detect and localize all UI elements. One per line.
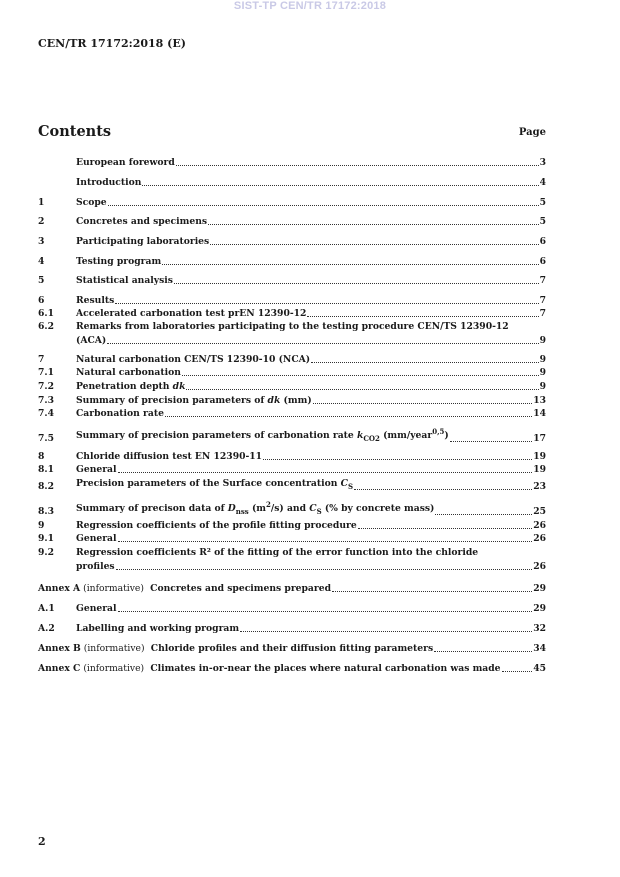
dot-leader (186, 389, 538, 390)
toc-entry-number: 9.1 (38, 533, 54, 544)
toc-entry[interactable] (38, 294, 546, 307)
toc-entry[interactable] (38, 642, 546, 655)
toc-entry-title (76, 196, 107, 209)
toc-entry-title-part: (mm) (280, 395, 312, 406)
toc-entry-title (38, 662, 501, 675)
toc-entry-page: 17 (533, 432, 546, 444)
dot-leader (502, 671, 533, 672)
dot-leader (354, 489, 532, 490)
toc-entry-number: 5 (38, 275, 45, 286)
toc-entry-page: 3 (539, 157, 546, 168)
toc-entry-number: 2 (38, 216, 45, 227)
page-column-label: Page (518, 127, 546, 138)
toc-entry-number: 8.2 (38, 480, 54, 492)
dot-leader (142, 185, 538, 186)
toc-entry[interactable] (38, 463, 546, 476)
toc-entry-number: 9 (38, 520, 45, 531)
annex-label: Annex B (38, 643, 81, 654)
annex-informative-label: (informative) (83, 583, 144, 594)
toc-entry-title-part: /s) and (270, 503, 310, 515)
toc-entry-title (76, 334, 106, 347)
toc-entry-title-part: S (347, 481, 354, 491)
toc-entry-title-part: Participating laboratories (76, 236, 210, 247)
toc-entry-title (76, 380, 185, 393)
dot-leader (174, 283, 539, 284)
toc-entry-title (76, 235, 209, 248)
toc-entry-page: 19 (533, 464, 546, 475)
toc-entry[interactable] (38, 407, 546, 420)
toc-entry[interactable] (38, 532, 546, 545)
toc-entry-title-part: k (356, 430, 364, 442)
annex-label: Annex A (38, 583, 81, 594)
dot-leader (176, 165, 539, 166)
dot-leader (240, 631, 532, 632)
toc-entry-page: 45 (533, 663, 546, 674)
toc-entry-title-part: Statistical analysis (76, 275, 173, 286)
dot-leader (435, 514, 532, 515)
toc-entry-title-part: CO2 (363, 433, 380, 443)
dot-leader (108, 205, 539, 206)
toc-entry-title-part: ) (444, 430, 449, 442)
contents-heading: Contents (38, 123, 112, 140)
toc-entry-page: 5 (539, 197, 546, 208)
toc-entry-page: 5 (539, 216, 546, 227)
toc-entry[interactable] (38, 353, 546, 366)
toc-entry-page: 34 (533, 643, 546, 654)
toc-entry-title-part: Concretes and specimens (76, 216, 208, 227)
toc-entry-title-part: General (76, 533, 117, 544)
page-number: 2 (38, 835, 46, 848)
toc-entry-title-part: Summary of precision parameters of carbonation rate (76, 430, 357, 442)
toc-entry-number: 7.2 (38, 381, 54, 392)
toc-entry[interactable] (38, 662, 546, 675)
toc-entry-page: 9 (539, 381, 546, 392)
toc-entry[interactable] (38, 176, 546, 189)
toc-entry-title-line: Regression coefficients R² of the fitting of the error function into the chloride (76, 547, 479, 558)
toc-entry-title-part: C (340, 478, 348, 489)
toc-entry-title-part: Summary of precision parameters of (76, 395, 268, 406)
toc-entry[interactable] (38, 274, 546, 287)
toc-entry-title (76, 307, 306, 320)
toc-entry-page: 26 (533, 520, 546, 531)
dot-leader (434, 651, 532, 652)
toc-entry-title-part: Chloride profiles and their diffusion fitting parameters (150, 643, 434, 654)
toc-entry-title-part: Penetration depth (76, 381, 173, 392)
toc-entry-title-part: S (316, 506, 322, 516)
annex-informative-label: (informative) (83, 643, 145, 654)
toc-entry-title-part: (ACA) (76, 335, 107, 346)
toc-entry-page: 26 (533, 533, 546, 544)
toc-entry-title-part: Climates in-or-near the places where natural carbonation was made (150, 663, 501, 674)
toc-entry-title-part: Precision parameters of the Surface concentration (76, 478, 341, 489)
toc-entry[interactable] (38, 425, 546, 445)
dot-leader (115, 303, 538, 304)
dot-leader (118, 611, 533, 612)
toc-entry-title-part: dk (172, 381, 186, 392)
toc-entry-number: 6.2 (38, 321, 54, 332)
toc-entry[interactable] (38, 602, 546, 615)
toc-entry-number: 7.3 (38, 395, 54, 406)
toc-entry-number: 7 (38, 354, 45, 365)
toc-entry-title (76, 622, 239, 635)
toc-entry-title (76, 519, 357, 532)
toc-entry-number: 4 (38, 256, 45, 267)
dot-leader (118, 541, 533, 542)
toc-entry-number: 3 (38, 236, 45, 247)
dot-leader (311, 362, 538, 363)
toc-entry-page: 7 (539, 308, 546, 319)
toc-entry-page: 29 (533, 583, 546, 594)
toc-entry-title (38, 642, 433, 655)
toc-entry-number: A.1 (38, 603, 55, 614)
toc-entry-page: 6 (539, 256, 546, 267)
toc-entry-title-part: Concretes and specimens prepared (150, 583, 331, 594)
toc-entry-title-part: Labelling and working program (76, 623, 240, 634)
dot-leader (313, 403, 533, 404)
toc-entry-title-part: European foreword (76, 157, 175, 168)
toc-entry-title-part: D (227, 503, 236, 515)
toc-entry-title-part: Carbonation rate (76, 408, 164, 419)
toc-entry-number: 8.3 (38, 505, 54, 517)
dot-leader (208, 224, 539, 225)
toc-entry[interactable] (38, 215, 546, 228)
toc-entry[interactable] (38, 622, 546, 635)
toc-entry-number: A.2 (38, 623, 55, 634)
toc-entry-title-part: Summary of precison data of (76, 503, 228, 515)
toc-entry-number: 6 (38, 295, 45, 306)
toc-entry-title (76, 255, 161, 268)
toc-entry-number: 9.2 (38, 547, 54, 558)
dot-leader (263, 459, 532, 460)
toc-entry-page: 25 (533, 505, 546, 517)
toc-entry-page: 32 (533, 623, 546, 634)
document-id: CEN/TR 17172:2018 (E) (38, 37, 186, 50)
toc-entry-title (76, 498, 434, 518)
toc-entry-title-part: (mm/year (379, 430, 433, 442)
toc-entry[interactable] (38, 498, 546, 518)
toc-entry-title (76, 156, 175, 169)
dot-leader (358, 528, 533, 529)
toc-entry-title (76, 176, 141, 189)
toc-entry-title (76, 407, 164, 420)
toc-entry-page: 26 (533, 561, 546, 572)
toc-entry-title-part: Natural carbonation (76, 367, 181, 378)
toc-entry-title (76, 294, 114, 307)
toc-entry-page: 9 (539, 354, 546, 365)
toc-entry-title (76, 560, 115, 573)
annex-informative-label: (informative) (83, 663, 145, 674)
toc-entry-page: 23 (533, 480, 546, 492)
toc-entry-title (76, 425, 449, 445)
toc-entry[interactable] (38, 255, 546, 268)
toc-entry[interactable] (38, 196, 546, 209)
toc-entry-title-part: General (76, 464, 117, 475)
dot-leader (332, 591, 532, 592)
toc-entry[interactable] (38, 450, 546, 463)
dot-leader (162, 264, 538, 265)
toc-entry-page: 9 (539, 335, 546, 346)
annex-label: Annex C (38, 663, 81, 674)
dot-leader (182, 375, 539, 376)
toc-entry-title (76, 353, 310, 366)
toc-entry-title-part: nss (235, 506, 249, 516)
toc-entry-title (76, 366, 181, 379)
toc-entry-title-part: dk (267, 395, 281, 406)
toc-entry-title-part: Scope (76, 197, 107, 208)
toc-entry[interactable] (38, 235, 546, 248)
toc-entry-title (38, 582, 331, 595)
watermark: SIST-TP CEN/TR 17172:2018 (233, 0, 387, 12)
toc-entry[interactable] (38, 582, 546, 595)
toc-entry[interactable] (38, 307, 546, 320)
dot-leader (307, 316, 538, 317)
toc-entry-page: 29 (533, 603, 546, 614)
toc-entry[interactable] (38, 334, 546, 347)
toc-entry-page: 6 (539, 236, 546, 247)
toc-entry-number: 7.4 (38, 408, 54, 419)
dot-leader (118, 472, 533, 473)
toc-entry-title-part: 2 (266, 500, 271, 509)
toc-entry-title-part: Testing program (76, 256, 162, 267)
toc-entry-title-part: 0,5 (432, 427, 445, 436)
dot-leader (107, 343, 538, 344)
toc-entry-number: 7.5 (38, 432, 54, 444)
toc-entry-title-part: General (76, 603, 117, 614)
toc-entry-title-part: C (309, 503, 317, 515)
dot-leader (165, 416, 532, 417)
toc-entry-page: 9 (539, 367, 546, 378)
toc-entry-title-part: Chloride diffusion test EN 12390-11 (76, 451, 263, 462)
toc-entry[interactable] (38, 477, 546, 493)
toc-entry-title-part: Introduction (76, 177, 142, 188)
toc-entry-page: 7 (539, 275, 546, 286)
toc-entry-page: 4 (539, 177, 546, 188)
toc-entry[interactable] (38, 380, 546, 393)
toc-entry-title (76, 477, 353, 493)
toc-entry-page: 7 (539, 295, 546, 306)
toc-entry-number: 8.1 (38, 464, 54, 475)
toc-entry-title-part: Natural carbonation CEN/TS 12390-10 (NCA) (76, 354, 311, 365)
toc-entry-title (76, 450, 262, 463)
toc-entry-title (76, 215, 207, 228)
toc-entry-number: 7.1 (38, 367, 54, 378)
toc-entry-number: 8 (38, 451, 45, 462)
toc-entry[interactable] (38, 519, 546, 532)
toc-entry-number: 1 (38, 197, 45, 208)
toc-entry[interactable] (38, 560, 546, 573)
toc-entry-page: 13 (533, 395, 546, 406)
toc-entry-title-part: (m (248, 503, 267, 515)
toc-entry-title-part: Accelerated carbonation test prEN 12390-12 (76, 308, 307, 319)
toc-entry-title-part: (% by concrete mass) (321, 503, 435, 515)
dot-leader (116, 569, 533, 570)
toc-entry-number: 6.1 (38, 308, 54, 319)
toc-entry-title (76, 463, 117, 476)
toc-entry-title (76, 532, 117, 545)
toc-entry[interactable] (38, 394, 546, 407)
toc-entry[interactable] (38, 156, 546, 169)
toc-entry-title-part: Regression coefficients of the profile fitting procedure (76, 520, 357, 531)
toc-entry-title-part: profiles (76, 561, 115, 572)
toc-entry-title-part: Results (76, 295, 115, 306)
toc-entry-page: 19 (533, 451, 546, 462)
toc-entry[interactable] (38, 366, 546, 379)
toc-entry-page: 14 (533, 408, 546, 419)
toc-entry-title (76, 394, 312, 407)
toc-entry-title (76, 274, 173, 287)
dot-leader (210, 244, 538, 245)
toc-entry-title-line: Remarks from laboratories participating to the testing procedure CEN/TS 12390-12 (76, 321, 509, 332)
dot-leader (450, 441, 532, 442)
toc-entry-title (76, 602, 117, 615)
